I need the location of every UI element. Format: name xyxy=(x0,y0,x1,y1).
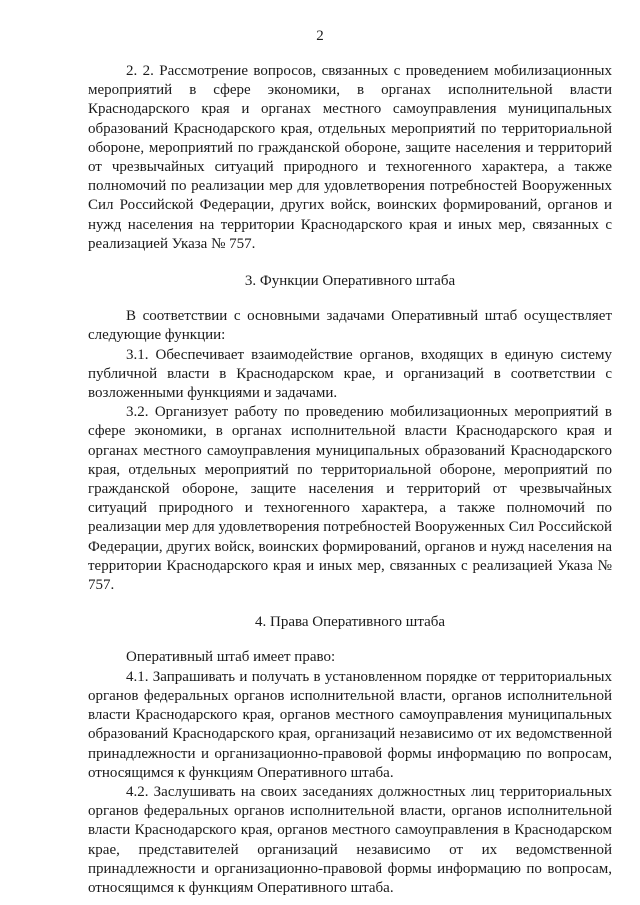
section-3-intro: В соответствии с основными задачами Оперативный штаб осуществляет следующие функции: xyxy=(88,308,612,344)
document-body xyxy=(88,62,612,898)
paragraph-4-1: 4.1. Запрашивать и получать в установленном порядке от территориальных органов федеральных органов исполнительной власти, органов исполнительной власти Краснодарского края, органов местного самоуправления муниципальных образований Краснодарского края, организаций независимо от их ведомственной принадлежности и организационно-правовой формы информацию по вопросам, относящимся к функциям Оперативного штаба. xyxy=(88,668,612,781)
section-4-heading: 4. Права Оперативного штаба xyxy=(254,614,446,631)
paragraph-3-1: 3.1. Обеспечивает взаимодействие органов, входящих в единую систему публичной власти в Краснодарском крае, и организаций в соответствии с возложенными функциями и задачами. xyxy=(88,346,612,402)
page-number: 2 xyxy=(316,28,324,44)
section-4-intro: Оперативный штаб имеет право: xyxy=(126,649,336,666)
paragraph-4-2: 4.2. Заслушивать на своих заседаниях должностных лиц территориальных органов федеральных органов исполнительной власти, органов исполнительной власти Краснодарского края, органов местного самоуправления в Краснодарском крае, представителей организаций независимо от их ведомственной принадлежности и организационно-правовой формы информацию по вопросам, относящимся к функциям Оперативного штаба. xyxy=(88,783,612,896)
section-3-heading: 3. Функции Оперативного штаба xyxy=(244,273,456,290)
paragraph-3-2: 3.2. Организует работу по проведению мобилизационных мероприятий в сфере экономики, в органах исполнительной власти Краснодарского края и органах местного самоуправления муниципальных образований Краснодарского края, отдельных мероприятий по территориальной обороне, мероприятий по гражданской обороне, защите населения и территорий от чрезвычайных ситуаций природного и техногенного характера, а также полномочий по реализации мер для удовлетворения потребностей Вооруженных Сил Российской Федерации, других войск, воинских формирований, органов и нужд населения на территории Краснодарского края и иных мер, связанных с реализацией Указа № 757. xyxy=(88,404,612,594)
paragraph-2-2: 2. 2. Рассмотрение вопросов, связанных с проведением мобилизационных мероприятий в сфере экономики, в органах исполнительной власти Краснодарского края и органах местного самоуправления муниципальных образований Краснодарского края, отдельных мероприятий по территориальной обороне, мероприятий по гражданской обороне, защите населения и территорий от чрезвычайных ситуаций природного и техногенного характера, а также полномочий по реализации мер для удовлетворения потребностей Вооруженных Сил Российской Федерации, других войск, воинских формирований, органов и нужд населения на территории Краснодарского края и иных мер, связанных с реализацией Указа № 757. xyxy=(88,63,612,252)
